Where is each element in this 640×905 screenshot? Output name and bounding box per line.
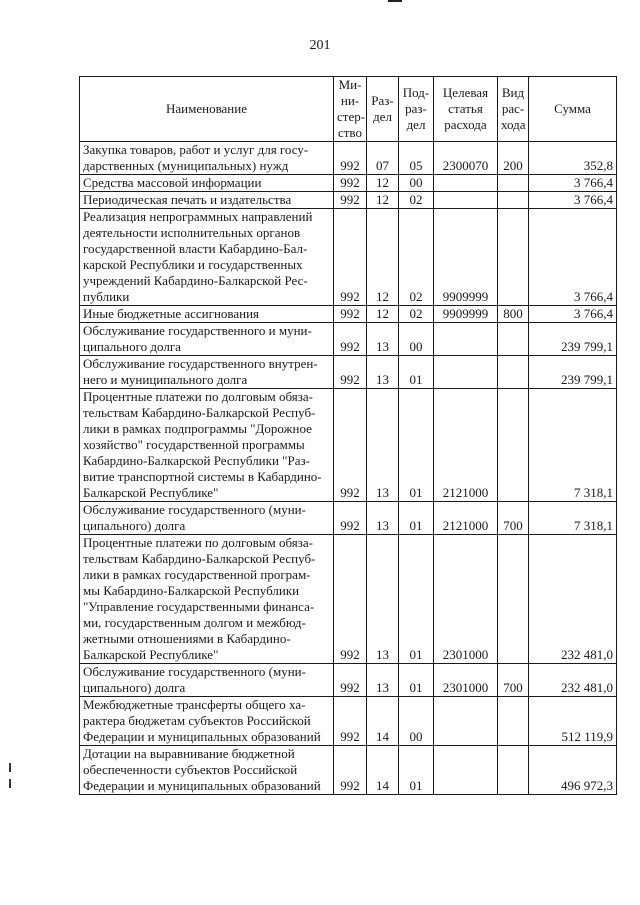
- cell-type: [498, 697, 529, 746]
- cell-sum: 352,8: [529, 142, 617, 175]
- header-expense-type: Вид рас- хода: [498, 77, 529, 142]
- cell-ministry: 992: [334, 502, 367, 535]
- cell-target: [434, 192, 498, 209]
- cell-target: 2301000: [434, 664, 498, 697]
- header-sum: Сумма: [529, 77, 617, 142]
- cell-sum: 7 318,1: [529, 502, 617, 535]
- cell-type: [498, 356, 529, 389]
- cell-ministry: 992: [334, 175, 367, 192]
- cell-subsection: 00: [399, 175, 434, 192]
- cell-type: 200: [498, 142, 529, 175]
- cell-type: [498, 389, 529, 502]
- cell-target: 9909999: [434, 209, 498, 306]
- cell-name: Закупка товаров, работ и услуг для госу- дарственных (муниципальных) нужд: [80, 142, 334, 175]
- table-row: [80, 746, 617, 795]
- page-number: 201: [309, 38, 331, 53]
- cell-name: Обслуживание государственного (муни- ципального) долга: [80, 502, 334, 535]
- table-row: [80, 389, 617, 502]
- cell-type: [498, 209, 529, 306]
- cell-sum: 7 318,1: [529, 389, 617, 502]
- header-subsection: Под- раз- дел: [399, 77, 434, 142]
- cell-ministry: 992: [334, 323, 367, 356]
- table-row: [80, 306, 617, 323]
- cell-name: Процентные платежи по долговым обяза- тельствам Кабардино-Балкарской Респуб- лики в рамках подпрограммы "Дорожное хозяйство" государственной программы Кабардино-Балкарской Республики "Раз- витие транспортной системы в Кабардино- Балкарской Республике": [80, 389, 334, 502]
- cell-section: 14: [367, 746, 399, 795]
- cell-subsection: 00: [399, 323, 434, 356]
- cell-target: 2300070: [434, 142, 498, 175]
- cell-name: Реализация непрограммных направлений деятельности исполнительных органов государственной власти Кабардино-Бал- карской Республики и государственных учреждений Кабардино-Балкарской Рес- публики: [80, 209, 334, 306]
- header-section: Раз- дел: [367, 77, 399, 142]
- cell-name: Обслуживание государственного (муни- ципального) долга: [80, 664, 334, 697]
- table-row: [80, 697, 617, 746]
- cell-sum: 3 766,4: [529, 175, 617, 192]
- cell-ministry: 992: [334, 142, 367, 175]
- cell-target: 2301000: [434, 535, 498, 664]
- cell-target: 2121000: [434, 389, 498, 502]
- cell-ministry: 992: [334, 192, 367, 209]
- cell-ministry: 992: [334, 306, 367, 323]
- cell-ministry: 992: [334, 746, 367, 795]
- cell-subsection: 01: [399, 356, 434, 389]
- cell-section: 14: [367, 697, 399, 746]
- cell-name: Дотации на выравнивание бюджетной обеспеченности субъектов Российской Федерации и муниципальных образований: [80, 746, 334, 795]
- cell-sum: 3 766,4: [529, 209, 617, 306]
- table-body: [80, 142, 617, 795]
- cell-target: [434, 697, 498, 746]
- cell-sum: 232 481,0: [529, 535, 617, 664]
- cell-target: [434, 175, 498, 192]
- cell-sum: 239 799,1: [529, 356, 617, 389]
- cell-name: Межбюджетные трансферты общего ха- рактера бюджетам субъектов Российской Федерации и муниципальных образований: [80, 697, 334, 746]
- table-row: [80, 175, 617, 192]
- cell-sum: 512 119,9: [529, 697, 617, 746]
- cell-subsection: 01: [399, 664, 434, 697]
- cell-section: 12: [367, 175, 399, 192]
- cell-section: 07: [367, 142, 399, 175]
- cell-section: 13: [367, 389, 399, 502]
- cell-subsection: 01: [399, 389, 434, 502]
- cell-type: [498, 746, 529, 795]
- scan-mark: [9, 779, 11, 788]
- cell-section: 13: [367, 502, 399, 535]
- cell-type: 800: [498, 306, 529, 323]
- cell-sum: 496 972,3: [529, 746, 617, 795]
- cell-sum: 239 799,1: [529, 323, 617, 356]
- cell-sum: 3 766,4: [529, 306, 617, 323]
- table-row: [80, 535, 617, 664]
- cell-name: Периодическая печать и издательства: [80, 192, 334, 209]
- cell-section: 13: [367, 356, 399, 389]
- cell-section: 12: [367, 209, 399, 306]
- table-row: [80, 323, 617, 356]
- cell-section: 12: [367, 192, 399, 209]
- table-row: [80, 502, 617, 535]
- cell-name: Обслуживание государственного и муни- ципального долга: [80, 323, 334, 356]
- cell-target: [434, 356, 498, 389]
- cell-subsection: 02: [399, 192, 434, 209]
- cell-name: Средства массовой информации: [80, 175, 334, 192]
- header-ministry: Ми- ни- стер- ство: [334, 77, 367, 142]
- cell-name: Обслуживание государственного внутрен- него и муниципального долга: [80, 356, 334, 389]
- cell-type: 700: [498, 664, 529, 697]
- cell-section: 12: [367, 306, 399, 323]
- table-row: [80, 664, 617, 697]
- table-header-row: [80, 77, 617, 142]
- cell-ministry: 992: [334, 535, 367, 664]
- scan-mark: [388, 0, 402, 2]
- cell-name: Процентные платежи по долговым обяза- тельствам Кабардино-Балкарской Респуб- лики в рамках государственной програм- мы Кабардино-Балкарской Республики "Управление государственными финанса- ми, государственным долгом и межбюд- жетными отношениями в Кабардино- Балкарской Республике": [80, 535, 334, 664]
- cell-sum: 3 766,4: [529, 192, 617, 209]
- cell-target: 2121000: [434, 502, 498, 535]
- cell-subsection: 02: [399, 306, 434, 323]
- cell-type: [498, 535, 529, 664]
- cell-ministry: 992: [334, 664, 367, 697]
- table-row: [80, 142, 617, 175]
- cell-subsection: 01: [399, 746, 434, 795]
- cell-sum: 232 481,0: [529, 664, 617, 697]
- cell-name: Иные бюджетные ассигнования: [80, 306, 334, 323]
- cell-section: 13: [367, 535, 399, 664]
- cell-subsection: 01: [399, 535, 434, 664]
- cell-subsection: 02: [399, 209, 434, 306]
- cell-subsection: 05: [399, 142, 434, 175]
- cell-type: 700: [498, 502, 529, 535]
- cell-target: [434, 746, 498, 795]
- header-target-item: Целевая статья расхода: [434, 77, 498, 142]
- header-name: Наименование: [80, 77, 334, 142]
- cell-ministry: 992: [334, 356, 367, 389]
- cell-section: 13: [367, 664, 399, 697]
- scan-mark: [9, 763, 11, 772]
- cell-type: [498, 175, 529, 192]
- cell-ministry: 992: [334, 209, 367, 306]
- budget-table: [79, 76, 617, 795]
- cell-type: [498, 323, 529, 356]
- table-row: [80, 209, 617, 306]
- cell-type: [498, 192, 529, 209]
- cell-target: 9909999: [434, 306, 498, 323]
- cell-target: [434, 323, 498, 356]
- cell-section: 13: [367, 323, 399, 356]
- cell-subsection: 00: [399, 697, 434, 746]
- cell-ministry: 992: [334, 389, 367, 502]
- cell-ministry: 992: [334, 697, 367, 746]
- table-row: [80, 356, 617, 389]
- table-row: [80, 192, 617, 209]
- cell-subsection: 01: [399, 502, 434, 535]
